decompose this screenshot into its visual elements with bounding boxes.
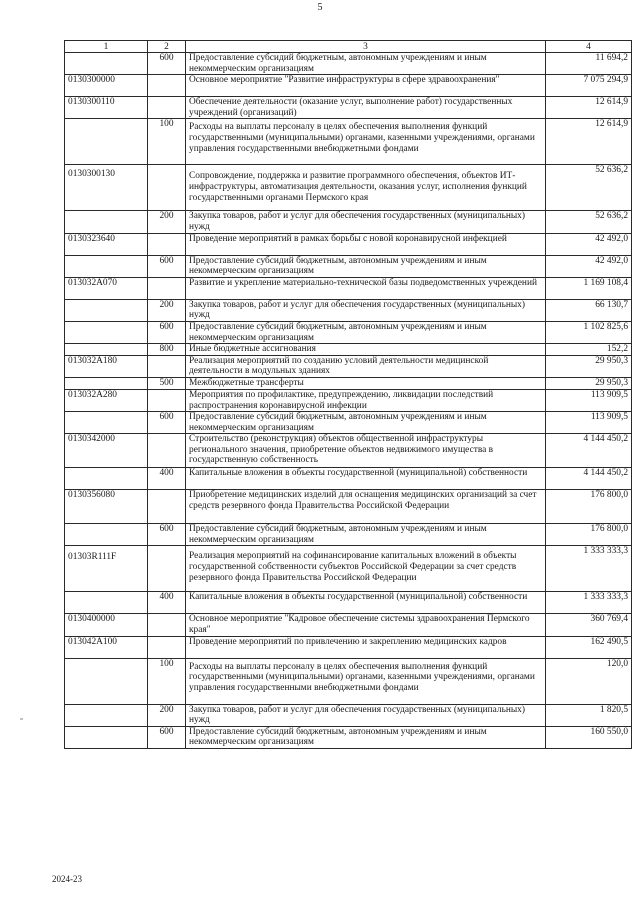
row-expense-type-cell: 200 (148, 704, 186, 726)
table-row (65, 233, 632, 255)
table-row (65, 658, 632, 704)
row-code-cell (65, 211, 148, 233)
row-description-cell: Капитальные вложения в объекты государственной (муниципальной) собственности (186, 468, 546, 490)
row-amount-cell: 11 694,2 (546, 53, 632, 75)
row-expense-type-cell: 800 (148, 344, 186, 356)
row-description-cell: Приобретение медицинских изделий для оснащения медицинских организаций за счет средств резервного фонда Правительства Российской Федерации (186, 490, 546, 524)
table-row (65, 614, 632, 636)
row-description-cell: Реализация мероприятий на софинансирование капитальных вложений в объекты государственной собственности субъектов Российской Федерации за счет средств резервного фонда Правительства Российской Федерации (186, 546, 546, 592)
row-code-cell (65, 658, 148, 704)
page-number: 5 (317, 2, 323, 13)
row-expense-type-cell (148, 277, 186, 299)
row-code-cell (65, 412, 148, 434)
budget-table-body (65, 41, 632, 749)
row-description-cell: Основное мероприятие "Развитие инфраструктуры в сфере здравоохранения" (186, 75, 546, 97)
row-code-cell: 0130300110 (65, 97, 148, 119)
column-header-1: 1 (65, 41, 148, 53)
row-code-cell (65, 524, 148, 546)
row-expense-type-cell (148, 636, 186, 658)
row-code-cell: 013042А100 (65, 636, 148, 658)
row-description-cell: Предоставление субсидий бюджетным, автономным учреждениям и иным некоммерческим организациям (186, 255, 546, 277)
row-amount-cell: 4 144 450,2 (546, 434, 632, 468)
row-expense-type-cell: 200 (148, 299, 186, 321)
row-code-cell: 0130323640 (65, 233, 148, 255)
table-row (65, 119, 632, 165)
row-amount-cell: 162 490,5 (546, 636, 632, 658)
footer-code: 2024-23 (52, 874, 82, 884)
table-row (65, 704, 632, 726)
row-code-cell: 0130342000 (65, 434, 148, 468)
row-amount-cell: 66 130,7 (546, 299, 632, 321)
row-expense-type-cell: 600 (148, 255, 186, 277)
row-code-cell (65, 321, 148, 343)
row-amount-cell: 1 333 333,3 (546, 546, 632, 592)
row-description-cell: Мероприятия по профилактике, предупреждению, ликвидации последствий распространения коронавирусной инфекции (186, 389, 546, 411)
table-row (65, 592, 632, 614)
table-row (65, 344, 632, 356)
row-description-cell: Расходы на выплаты персоналу в целях обеспечения выполнения функций государственными (муниципальными) органами, казенными учреждениями, органами управления государственными внебюджетными фондами (186, 119, 546, 165)
row-code-cell (65, 592, 148, 614)
row-description-cell: Проведение мероприятий в рамках борьбы с новой коронавирусной инфекцией (186, 233, 546, 255)
row-amount-cell: 176 800,0 (546, 490, 632, 524)
row-amount-cell: 12 614,9 (546, 97, 632, 119)
row-code-cell: 0130300130 (65, 165, 148, 211)
row-description-cell: Развитие и укрепление материально-технической базы подведомственных учреждений (186, 277, 546, 299)
row-amount-cell: 52 636,2 (546, 165, 632, 211)
table-row (65, 255, 632, 277)
row-amount-cell: 113 909,5 (546, 412, 632, 434)
row-expense-type-cell (148, 546, 186, 592)
row-amount-cell: 42 492,0 (546, 233, 632, 255)
row-code-cell (65, 704, 148, 726)
table-row (65, 636, 632, 658)
row-code-cell: 0130300000 (65, 75, 148, 97)
row-description-cell: Закупка товаров, работ и услуг для обеспечения государственных (муниципальных) нужд (186, 299, 546, 321)
row-code-cell: 0130356080 (65, 490, 148, 524)
table-row (65, 468, 632, 490)
column-header-2: 2 (148, 41, 186, 53)
table-row (65, 524, 632, 546)
row-amount-cell: 120,0 (546, 658, 632, 704)
row-code-cell (65, 726, 148, 748)
row-amount-cell: 4 144 450,2 (546, 468, 632, 490)
row-amount-cell: 12 614,9 (546, 119, 632, 165)
row-code-cell (65, 53, 148, 75)
row-description-cell: Реализация мероприятий по созданию условий деятельности медицинской деятельности в модульных зданиях (186, 355, 546, 377)
table-row (65, 165, 632, 211)
row-code-cell (65, 299, 148, 321)
table-row (65, 75, 632, 97)
table-row (65, 726, 632, 748)
row-description-cell: Иные бюджетные ассигнования (186, 344, 546, 356)
row-code-cell (65, 468, 148, 490)
table-row (65, 211, 632, 233)
row-code-cell (65, 377, 148, 389)
row-amount-cell: 42 492,0 (546, 255, 632, 277)
row-code-cell: 01303R111F (65, 546, 148, 592)
row-expense-type-cell (148, 614, 186, 636)
row-expense-type-cell: 600 (148, 321, 186, 343)
row-code-cell: 013032А070 (65, 277, 148, 299)
row-code-cell (65, 255, 148, 277)
row-description-cell: Расходы на выплаты персоналу в целях обеспечения выполнения функций государственными (муниципальными) органами, казенными учреждениями, органами управления государственными внебюджетными фондами (186, 658, 546, 704)
row-expense-type-cell: 600 (148, 726, 186, 748)
column-header-4: 4 (546, 41, 632, 53)
row-code-cell: 0130400000 (65, 614, 148, 636)
row-description-cell: Основное мероприятие "Кадровое обеспечение системы здравоохранения Пермского края" (186, 614, 546, 636)
table-row (65, 546, 632, 592)
row-amount-cell: 1 102 825,6 (546, 321, 632, 343)
row-expense-type-cell: 200 (148, 211, 186, 233)
row-description-cell: Проведение мероприятий по привлечению и закреплению медицинских кадров (186, 636, 546, 658)
row-description-cell: Капитальные вложения в объекты государственной (муниципальной) собственности (186, 592, 546, 614)
row-description-cell: Закупка товаров, работ и услуг для обеспечения государственных (муниципальных) нужд (186, 211, 546, 233)
row-amount-cell: 29 950,3 (546, 377, 632, 389)
row-code-cell: 013032А180 (65, 355, 148, 377)
row-description-cell: Строительство (реконструкция) объектов общественной инфраструктуры регионального значения, приобретение объектов недвижимого имущества в государственную собственность (186, 434, 546, 468)
row-amount-cell: 1 169 108,4 (546, 277, 632, 299)
row-expense-type-cell: 600 (148, 53, 186, 75)
row-amount-cell: 113 909,5 (546, 389, 632, 411)
column-header-3: 3 (186, 41, 546, 53)
row-expense-type-cell (148, 165, 186, 211)
row-expense-type-cell: 600 (148, 412, 186, 434)
row-amount-cell: 52 636,2 (546, 211, 632, 233)
row-description-cell: Межбюджетные трансферты (186, 377, 546, 389)
row-expense-type-cell (148, 355, 186, 377)
row-expense-type-cell: 400 (148, 592, 186, 614)
table-row (65, 377, 632, 389)
row-description-cell: Предоставление субсидий бюджетным, автономным учреждениям и иным некоммерческим организациям (186, 524, 546, 546)
row-description-cell: Предоставление субсидий бюджетным, автономным учреждениям и иным некоммерческим организациям (186, 53, 546, 75)
row-amount-cell: 176 800,0 (546, 524, 632, 546)
table-row (65, 277, 632, 299)
table-row (65, 97, 632, 119)
table-row (65, 321, 632, 343)
row-code-cell: 013032А280 (65, 389, 148, 411)
row-description-cell: Предоставление субсидий бюджетным, автономным учреждениям и иным некоммерческим организациям (186, 726, 546, 748)
table-row (65, 490, 632, 524)
row-expense-type-cell (148, 434, 186, 468)
row-amount-cell: 1 333 333,3 (546, 592, 632, 614)
row-amount-cell: 29 950,3 (546, 355, 632, 377)
row-expense-type-cell: 600 (148, 524, 186, 546)
row-expense-type-cell (148, 389, 186, 411)
row-expense-type-cell (148, 75, 186, 97)
table-row (65, 355, 632, 377)
row-amount-cell: 7 075 294,9 (546, 75, 632, 97)
table-row (65, 412, 632, 434)
table-row (65, 53, 632, 75)
table-row (65, 434, 632, 468)
row-amount-cell: 152,2 (546, 344, 632, 356)
scan-artifact (20, 718, 23, 720)
row-expense-type-cell: 500 (148, 377, 186, 389)
table-header-row (65, 41, 632, 53)
budget-table (64, 40, 632, 749)
row-code-cell (65, 344, 148, 356)
row-description-cell: Сопровождение, поддержка и развитие программного обеспечения, объектов ИТ-инфраструктуры, автоматизация деятельности, оказания услуг, исполнения функций государственными органами Пермского края (186, 165, 546, 211)
row-code-cell (65, 119, 148, 165)
row-description-cell: Обеспечение деятельности (оказание услуг, выполнение работ) государственных учреждений (организаций) (186, 97, 546, 119)
row-expense-type-cell: 100 (148, 119, 186, 165)
row-amount-cell: 1 820,5 (546, 704, 632, 726)
row-expense-type-cell (148, 490, 186, 524)
row-expense-type-cell: 100 (148, 658, 186, 704)
row-description-cell: Предоставление субсидий бюджетным, автономным учреждениям и иным некоммерческим организациям (186, 412, 546, 434)
row-expense-type-cell (148, 233, 186, 255)
row-description-cell: Закупка товаров, работ и услуг для обеспечения государственных (муниципальных) нужд (186, 704, 546, 726)
row-description-cell: Предоставление субсидий бюджетным, автономным учреждениям и иным некоммерческим организациям (186, 321, 546, 343)
row-amount-cell: 360 769,4 (546, 614, 632, 636)
row-expense-type-cell (148, 97, 186, 119)
row-amount-cell: 160 550,0 (546, 726, 632, 748)
table-row (65, 299, 632, 321)
row-expense-type-cell: 400 (148, 468, 186, 490)
table-row (65, 389, 632, 411)
